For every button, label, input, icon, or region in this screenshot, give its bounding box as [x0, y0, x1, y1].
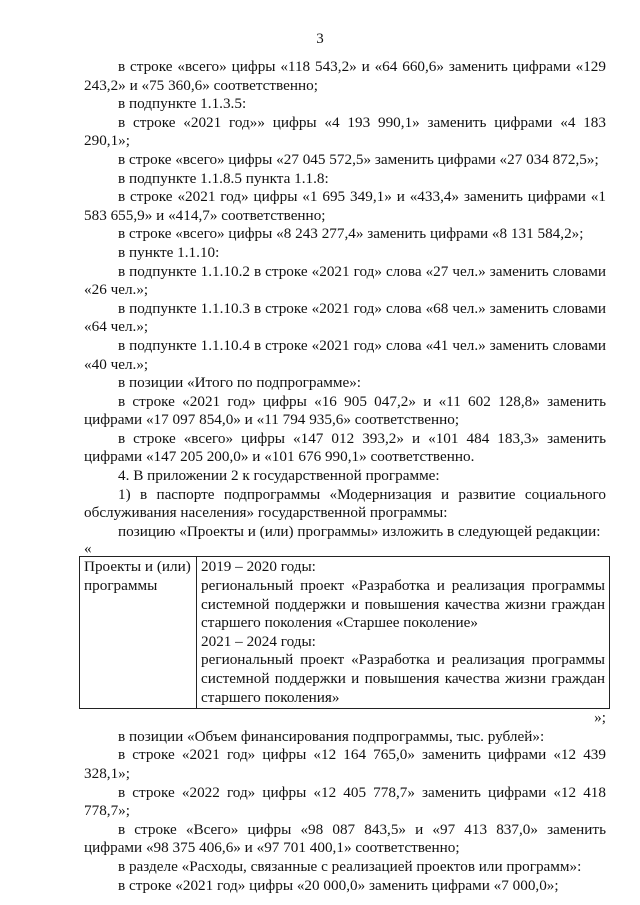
paragraph: 1) в паспорте подпрограммы «Модернизация и развитие социального обслуживания населения» государственной программы: — [84, 485, 606, 522]
closing-quote: »; — [594, 709, 606, 727]
paragraph: в строке «2021 год»» цифры «4 193 990,1» заменить цифрами «4 183 290,1»; — [84, 113, 606, 150]
paragraph: 4. В приложении 2 к государственной программе: — [118, 467, 440, 485]
project-description: региональный проект «Разработка и реализация программы системной поддержки и повышения качества жизни граждан старшего поколения» — [201, 651, 605, 706]
paragraph: в строке «всего» цифры «147 012 393,2» и «101 484 183,3» заменить цифрами «147 205 200,0» и «101 676 990,1» соответственно. — [84, 429, 606, 466]
period-heading: 2019 – 2020 годы: — [201, 558, 316, 576]
paragraph: в подпункте 1.1.10.2 в строке «2021 год» слова «27 чел.» заменить словами «26 чел.»; — [84, 262, 606, 299]
paragraph: в разделе «Расходы, связанные с реализацией проектов или программ»: — [118, 857, 582, 875]
paragraph: в строке «Всего» цифры «98 087 843,5» и «97 413 837,0» заменить цифрами «98 375 406,6» и «97 701 400,1» соответственно; — [84, 820, 606, 857]
document-body — [84, 58, 606, 895]
period-heading: 2021 – 2024 годы: — [201, 632, 316, 650]
paragraph: в подпункте 1.1.3.5: — [118, 95, 247, 113]
paragraphs-before — [84, 58, 606, 541]
paragraph: в строке «2021 год» цифры «16 905 047,2» и «11 602 128,8» заменить цифрами «17 097 854,0» и «11 794 935,6» соответственно; — [84, 392, 606, 429]
paragraph: в подпункте 1.1.8.5 пункта 1.1.8: — [118, 169, 329, 187]
paragraph: в подпункте 1.1.10.3 в строке «2021 год» слова «68 чел.» заменить словами «64 чел.»; — [84, 299, 606, 336]
projects-row — [80, 557, 610, 709]
paragraph: в строке «всего» цифры «118 543,2» и «64 660,6» заменить цифрами «129 243,2» и «75 360,6» соответственно; — [84, 58, 606, 94]
paragraph: в строке «2021 год» цифры «12 164 765,0» заменить цифрами «12 439 328,1»; — [84, 746, 606, 782]
projects-value-cell — [197, 557, 610, 709]
project-description: региональный проект «Разработка и реализация программы системной поддержки и повышения качества жизни граждан старшего поколения «Старшее поколение» — [201, 577, 605, 632]
paragraph: в позиции «Итого по подпрограмме»: — [118, 374, 362, 392]
paragraph: в строке «всего» цифры «27 045 572,5» заменить цифрами «27 034 872,5»; — [118, 150, 599, 168]
paragraph: в строке «2021 год» цифры «1 695 349,1» и «433,4» заменить цифрами «1 583 655,9» и «414,7» соответственно; — [84, 188, 606, 224]
paragraph: в пункте 1.1.10: — [118, 243, 220, 261]
projects-table — [79, 556, 610, 709]
opening-quote: « — [84, 540, 92, 558]
projects-label-cell: Проекты и (или) программы — [80, 557, 197, 709]
paragraph: в строке «2022 год» цифры «12 405 778,7» заменить цифрами «12 418 778,7»; — [84, 783, 606, 820]
paragraph: в строке «2021 год» цифры «20 000,0» заменить цифрами «7 000,0»; — [118, 876, 559, 894]
page-number: 3 — [316, 31, 324, 47]
paragraph: в подпункте 1.1.10.4 в строке «2021 год» слова «41 чел.» заменить словами «40 чел.»; — [84, 336, 606, 373]
paragraph: в позиции «Объем финансирования подпрограммы, тыс. рублей»: — [118, 727, 545, 745]
paragraphs-after — [84, 728, 606, 895]
paragraph: в строке «всего» цифры «8 243 277,4» заменить цифрами «8 131 584,2»; — [118, 225, 584, 243]
paragraph: позицию «Проекты и (или) программы» изложить в следующей редакции: — [118, 522, 601, 540]
